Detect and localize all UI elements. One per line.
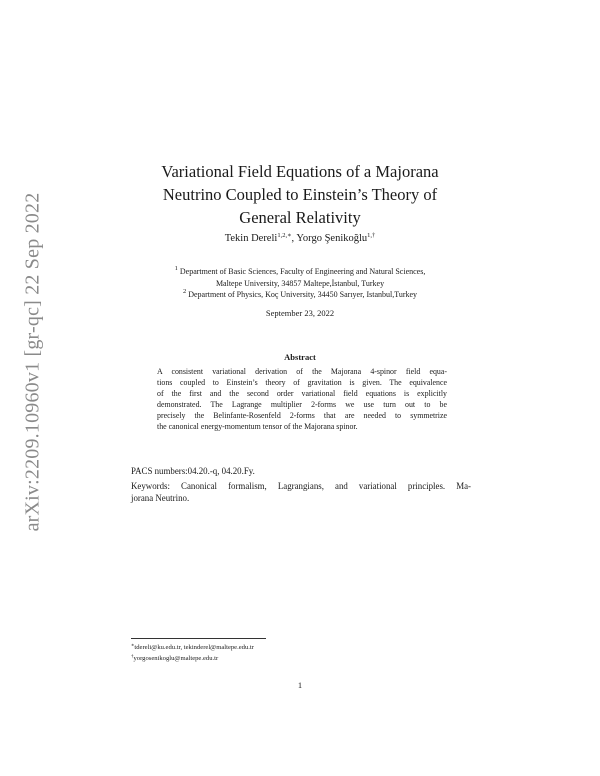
- keywords-line: jorana Neutrino.: [131, 493, 190, 503]
- author-list: [100, 233, 500, 244]
- abstract-line: demonstrated. The Lagrange multiplier 2-forms we use turn out to be: [157, 400, 447, 410]
- affiliation-text: Department of Physics, Koç University, 34450 Sarıyer, Istanbul,Turkey: [188, 290, 418, 299]
- pacs-numbers: PACS numbers:04.20.-q, 04.20.Fy.: [131, 466, 255, 476]
- affiliation-line: Maltepe University, 34857 Maltepe,İstanbul, Turkey: [215, 278, 385, 288]
- author-name: Tekin Dereli: [224, 233, 278, 244]
- title-line: Neutrino Coupled to Einstein’s Theory of: [162, 185, 438, 204]
- affiliation-line: [100, 266, 500, 278]
- abstract-line: tions coupled to Einstein’s theory of gravitation is given. The equivalence: [157, 378, 447, 388]
- affiliation-mark: 2: [182, 288, 187, 295]
- abstract-line: the canonical energy-momentum tensor of the Majorana spinor.: [157, 422, 358, 432]
- arxiv-identifier: arXiv:2209.10960v1 [gr-qc] 22 Sep 2022: [21, 192, 44, 532]
- footnote: [131, 653, 254, 664]
- author-affiliation-marks: 1,†: [367, 232, 376, 239]
- keywords: [131, 480, 471, 504]
- abstract-line: of the first and the second order variational field equations is explicitly: [157, 389, 447, 399]
- footnote-email[interactable]: tdereli@ku.edu.tr, tekinderel@maltepe.edu.tr: [134, 644, 254, 651]
- footnote: [131, 642, 254, 653]
- paper-title: [100, 160, 500, 229]
- abstract-line: precisely the Belinfante-Rosenfeld 2-forms that are needed to symmetrize: [157, 411, 447, 421]
- page-number: 1: [297, 680, 303, 690]
- footnote-mark: †: [131, 654, 134, 660]
- abstract-body: [157, 366, 447, 433]
- footnote-rule: [131, 638, 266, 639]
- affiliations: [100, 266, 500, 301]
- affiliation-mark: 1: [174, 265, 178, 272]
- title-line: General Relativity: [239, 208, 361, 227]
- author-separator: ,: [291, 233, 297, 244]
- abstract-heading: Abstract: [284, 352, 316, 362]
- title-line: Variational Field Equations of a Majorana: [161, 162, 439, 181]
- footnote-mark: ∗: [131, 643, 135, 649]
- author-affiliation-marks: 1,2,∗: [277, 232, 292, 239]
- author-name: Yorgo Şenikoğlu: [296, 233, 368, 244]
- abstract-line: A consistent variational derivation of the Majorana 4-spinor field equa-: [157, 367, 447, 376]
- footnote-email[interactable]: yorgosenikoglu@maltepe.edu.tr: [133, 655, 219, 662]
- paper-date: September 23, 2022: [265, 308, 335, 318]
- footnotes: [131, 642, 254, 664]
- keywords-line: Keywords: Canonical formalism, Lagrangians, and variational principles. Ma-: [131, 481, 471, 491]
- affiliation-line: [100, 289, 500, 301]
- affiliation-text: Department of Basic Sciences, Faculty of Engineering and Natural Sciences,: [179, 267, 426, 276]
